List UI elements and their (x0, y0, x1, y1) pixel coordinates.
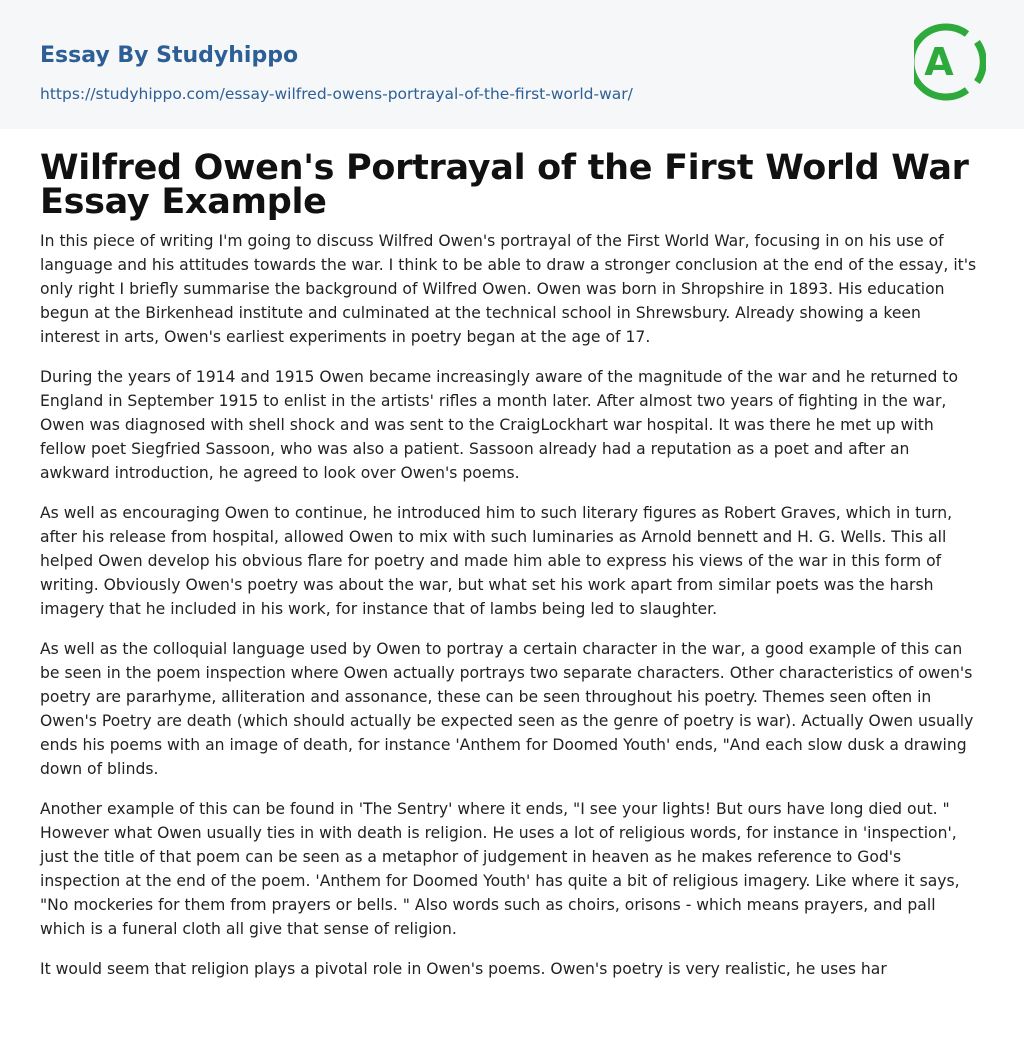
essay-paragraph: As well as the colloquial language used by Owen to portray a certain character in the war, a good example of this can be seen in the poem inspection where Owen actually portrays two separate characters. Other characteristics of owen's poetry are pararhyme, alliteration and assonance, these can be seen throughout his poetry. Themes seen often in Owen's Poetry are death (which should actually be expected seen as the genre of poetry is war). Actually Owen usually ends his poems with an image of death, for instance 'Anthem for Doomed Youth' ends, "And each slow dusk a drawing down of blinds. (40, 640, 974, 778)
essay-paragraph: During the years of 1914 and 1915 Owen became increasingly aware of the magnitude of the war and he returned to England in September 1915 to enlist in the artists' rifles a month later. After almost two years of fighting in the war, Owen was diagnosed with shell shock and was sent to the CraigLockhart war hospital. It was there he met up with fellow poet Siegfried Sassoon, who was also a patient. Sassoon already had a reputation as a poet and after an awkward introduction, he agreed to look over Owen's poems. (40, 368, 958, 482)
site-brand[interactable]: Essay By Studyhippo (40, 43, 299, 68)
logo-letter: A (924, 40, 954, 84)
essay-content (0, 148, 1024, 981)
essay-paragraph: It would seem that religion plays a pivotal role in Owen's poems. Owen's poetry is very realistic, he uses har (40, 960, 887, 978)
essay-paragraph: In this piece of writing I'm going to discuss Wilfred Owen's portrayal of the First World War, focusing in on his use of language and his attitudes towards the war. I think to be able to draw a stronger conclusion at the end of the essay, it's only right I briefly summarise the background of Wilfred Owen. Owen was born in Shropshire in 1893. His education begun at the Birkenhead institute and culminated at the technical school in Shrewsbury. Already showing a keen interest in arts, Owen's earliest experiments in poetry began at the age of 17. (40, 232, 977, 346)
source-url-link[interactable]: https://studyhippo.com/essay-wilfred-owens-portrayal-of-the-first-world-war/ (40, 85, 633, 103)
studyhippo-logo-icon[interactable] (914, 20, 986, 104)
site-header (0, 0, 1024, 129)
essay-paragraph: As well as encouraging Owen to continue, he introduced him to such literary figures as Robert Graves, which in turn, after his release from hospital, allowed Owen to mix with such luminaries as Arnold bennett and H. G. Wells. This all helped Owen develop his obvious flare for poetry and made him able to express his views of the war in this form of writing. Obviously Owen's poetry was about the war, but what set his work apart from similar poets was the harsh imagery that he included in his work, for instance that of lambs being led to slaughter. (40, 504, 953, 618)
essay-title: Wilfred Owen's Portrayal of the First World War Essay Example (40, 148, 969, 222)
essay-paragraph: Another example of this can be found in 'The Sentry' where it ends, "I see your lights! But ours have long died out. " However what Owen usually ties in with death is religion. He uses a lot of religious words, for instance in 'inspection', just the title of that poem can be seen as a metaphor of judgement in heaven as he makes reference to God's inspection at the end of the poem. 'Anthem for Doomed Youth' has quite a bit of religious imagery. Like where it says, "No mockeries for them from prayers or bells. " Also words such as choirs, orisons - which means prayers, and pall which is a funeral cloth all give that sense of religion. (40, 800, 960, 938)
